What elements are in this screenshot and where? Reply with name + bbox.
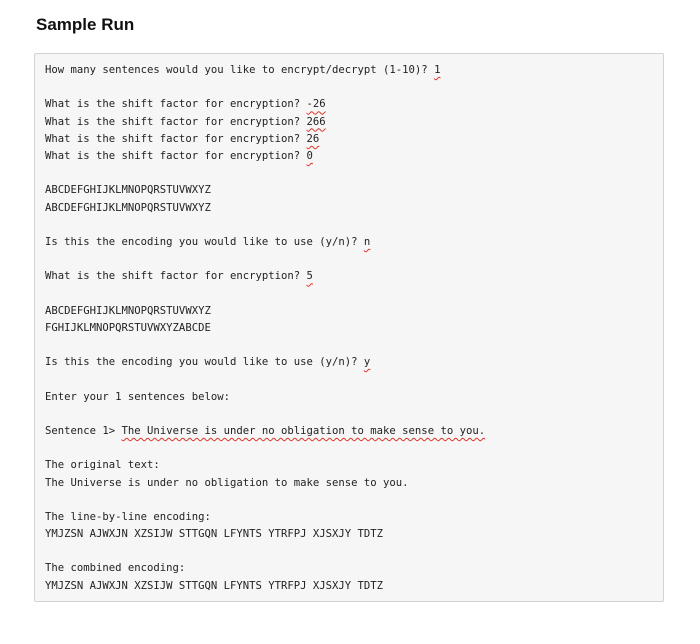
- sentence-count-input: 1: [434, 64, 441, 76]
- console-output-box: [34, 53, 664, 602]
- sentence-prompt: Sentence 1>: [45, 424, 122, 437]
- confirm-input: n: [363, 235, 371, 248]
- original-label: The original text:: [45, 459, 160, 472]
- original-text: The Universe is under no obligation to make sense to you.: [45, 476, 409, 489]
- shift-input: 0: [306, 149, 313, 162]
- confirm-prompt: Is this the encoding you would like to use (y/n)?: [45, 356, 364, 369]
- console-line: [45, 354, 653, 371]
- alphabet-shifted: ABCDEFGHIJKLMNOPQRSTUVWXYZ: [45, 201, 211, 214]
- confirm-prompt: Is this the encoding you would like to use (y/n)?: [45, 235, 364, 248]
- combined-label: The combined encoding:: [45, 562, 186, 575]
- shift-prompt: What is the shift factor for encryption?: [45, 270, 307, 283]
- sentence-count-prompt: How many sentences would you like to encrypt/decrypt (1-10)?: [45, 64, 435, 76]
- alphabet-shifted: FGHIJKLMNOPQRSTUVWXYZABCDE: [45, 321, 211, 334]
- confirm-input: y: [363, 356, 371, 369]
- shift-prompt: What is the shift factor for encryption?: [45, 115, 307, 128]
- console-line: [45, 96, 653, 113]
- shift-prompt: What is the shift factor for encryption?: [45, 98, 307, 111]
- console-line: [45, 62, 653, 79]
- shift-prompt: What is the shift factor for encryption?: [45, 149, 307, 162]
- console-line: [45, 148, 653, 165]
- sentence-input: The Universe is under no obligation to make sense to you.: [121, 424, 486, 437]
- console-line: [45, 423, 653, 440]
- page-title: Sample Run: [36, 15, 135, 34]
- alphabet-plain: ABCDEFGHIJKLMNOPQRSTUVWXYZ: [45, 304, 211, 317]
- shift-input: 5: [306, 270, 313, 283]
- shift-prompt: What is the shift factor for encryption?: [45, 132, 307, 145]
- line-by-line-text: YMJZSN AJWXJN XZSIJW STTGQN LFYNTS YTRFPJ XJSXJY TDTZ: [45, 528, 384, 541]
- line-by-line-label: The line-by-line encoding:: [45, 510, 211, 523]
- console-line: [45, 268, 653, 285]
- shift-input: 26: [306, 132, 320, 145]
- shift-input: -26: [306, 98, 326, 111]
- combined-text: YMJZSN AJWXJN XZSIJW STTGQN LFYNTS YTRFPJ XJSXJY TDTZ: [45, 579, 384, 592]
- console-line: [45, 114, 653, 131]
- console-line: [45, 131, 653, 148]
- alphabet-plain: ABCDEFGHIJKLMNOPQRSTUVWXYZ: [45, 184, 211, 197]
- shift-input: 266: [306, 115, 326, 128]
- enter-sentences-line: Enter your 1 sentences below:: [45, 390, 230, 403]
- console-line: [45, 234, 653, 251]
